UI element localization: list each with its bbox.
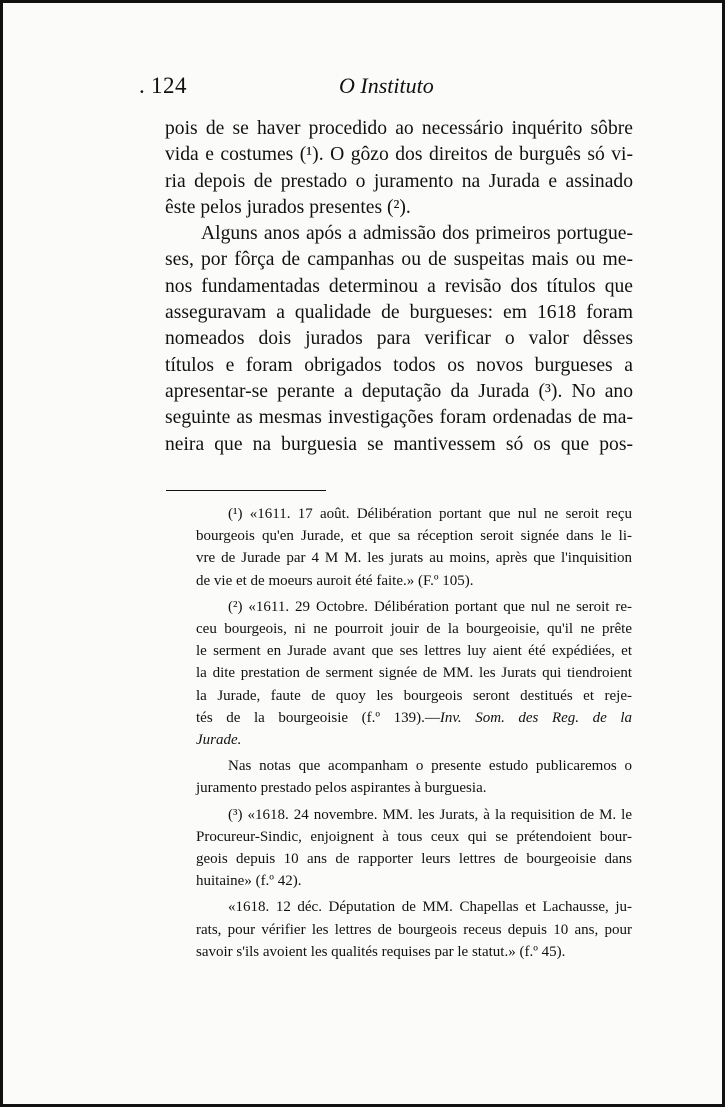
main-text — [165, 116, 633, 458]
footnote-line: rats, pour vérifier les lettres de bourgeois receus depuis 10 ans, pour — [196, 921, 632, 938]
text-line: neira que na burguesia se mantivessem só os que pos- — [165, 433, 633, 455]
footnote-line: juramento prestado pelos aspirantes à burguesia. — [196, 780, 487, 797]
text-line: nos fundamentadas determinou a revisão dos títulos que — [165, 275, 633, 297]
text-line: êste pelos jurados presentes (²). — [165, 196, 411, 218]
footnote-line: (³) «1618. 24 novembre. MM. les Jurats, à la requisition de M. le — [228, 806, 632, 823]
footnote-line: Jurade. — [196, 732, 242, 749]
footnote-line: de vie et de moeurs auroit été faite.» (F.º 105). — [196, 572, 474, 589]
footnote-line: «1618. 12 déc. Députation de MM. Chapellas et Lachausse, ju- — [228, 899, 632, 916]
text-line: Alguns anos após a admissão dos primeiros portugue- — [201, 223, 633, 245]
text-line: ses, por fôrça de campanhas ou de suspeitas mais ou me- — [165, 249, 633, 271]
footnote-line: la Jurade, faute de quoy les bourgeois seront destitués et reje- — [196, 687, 632, 704]
footnote-separator — [166, 490, 326, 491]
footnote-line: huitaine» (f.º 42). — [196, 873, 302, 890]
running-title: O Instituto — [339, 73, 434, 98]
paragraph-1 — [165, 116, 633, 221]
archive-reference: Inv. Som. des Reg. de la — [439, 709, 633, 726]
footnote-line: Nas notas que acompanham o presente estudo publicaremos o — [228, 758, 632, 775]
paragraph-2 — [165, 221, 633, 458]
footnote-line — [164, 707, 632, 729]
footnote-3 — [164, 804, 632, 893]
footnote-2 — [164, 596, 632, 751]
footnote-line: (²) «1611. 29 Octobre. Délibération portant que nul ne seroit re- — [228, 598, 632, 615]
footnote-line: geois depuis 10 ans de rapporter leurs lettres de bourgeoisie dans — [196, 851, 632, 868]
footnote-line: vre de Jurade par 4 M M. les jurats au moins, après que l'inquisition — [196, 550, 632, 567]
footnotes — [164, 503, 632, 967]
page-header: . 124 O Instituto — [139, 73, 434, 98]
footnote-text: tés de la bourgeoisie (f.º 139).— — [196, 709, 440, 726]
text-line: pois de se haver procedido ao necessário inquérito sôbre — [165, 118, 633, 139]
footnote-line: ceu bourgeois, ni ne pourroit jouir de la bourgeoisie, qu'il ne prête — [196, 621, 632, 638]
footnote-line: la dite prestation de serment signée de MM. les Jurats qui tiendroient — [196, 665, 632, 682]
footnote-line: savoir s'ils avoient les qualités requises par le statut.» (f.º 45). — [196, 943, 566, 960]
text-line: títulos e foram obrigados todos os novos burgueses a — [165, 354, 633, 376]
footnote-2-note — [164, 755, 632, 799]
footnote-1 — [164, 503, 632, 592]
text-line: nomeados dois jurados para verificar o valor dêsses — [165, 328, 633, 350]
text-line: asseguravam a qualidade de burgueses: em 1618 foram — [165, 302, 633, 324]
text-line: apresentar-se perante a deputação da Jurada (³). No ano — [165, 380, 633, 402]
footnote-line: (¹) «1611. 17 août. Délibération portant que nul ne seroit reçu — [228, 506, 632, 522]
footnote-line: le serment en Jurade avant que ses lettres luy aient été expédiées, et — [196, 643, 632, 660]
text-line: ria depois de prestado o juramento na Jurada e assinado — [165, 170, 633, 192]
text-line: vida e costumes (¹). O gôzo dos direitos de burguês só vi- — [165, 144, 633, 166]
footnote-line: bourgeois qu'en Jurade, et que sa réception seroit signée dans le li- — [196, 528, 632, 545]
page-number: 124 — [151, 73, 187, 98]
footnote-line: Procureur-Sindic, enjoignent à tous ceux qui se prétendoient bour- — [196, 828, 632, 845]
text-line: seguinte as mesmas investigações foram ordenadas de ma- — [165, 407, 633, 429]
footnote-3-continued — [164, 896, 632, 963]
